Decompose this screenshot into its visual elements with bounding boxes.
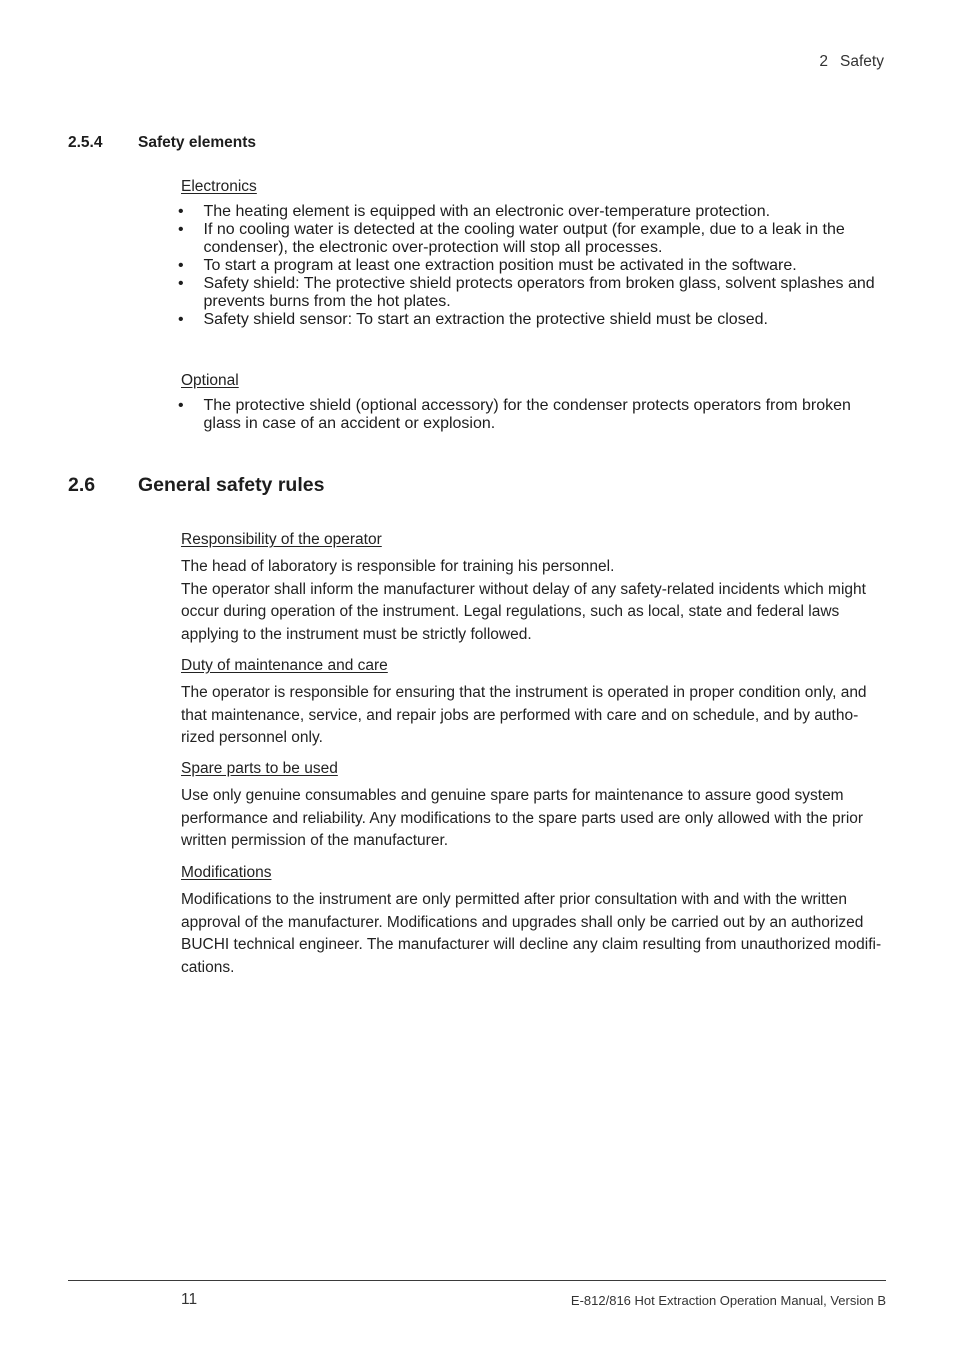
subsection-number: 2.5.4 — [68, 134, 103, 151]
list-item: • The heating element is equipped with an electronic over-temperature protection. — [178, 203, 771, 220]
section-title: General safety rules — [138, 474, 325, 496]
chapter-title: Safety — [840, 53, 884, 70]
page-number: 11 — [181, 1291, 198, 1308]
list-item: • The protective shield (optional accessory) for the condenser protects operators from broken glass in case of an accident or explosion. — [178, 397, 851, 432]
optional-list — [178, 397, 886, 433]
maintenance-body: The operator is responsible for ensuring that the instrument is operated in proper condition only, and that maintenance, service, and repair jobs are performed with care and on schedule, and by autho- rized personnel only. — [181, 684, 867, 746]
responsibility-line-1: The head of laboratory is responsible for training his personnel. — [181, 558, 615, 575]
maintenance-heading: Duty of maintenance and care — [181, 657, 388, 674]
optional-heading: Optional — [181, 372, 239, 389]
document-title: E-812/816 Hot Extraction Operation Manual, Version B — [570, 1293, 886, 1308]
responsibility-line-2: The operator shall inform the manufacturer without delay of any safety-related incidents which might occur during operation of the instrument. Legal regulations, such as local, state and federal laws applying to the instrument must be strictly followed. — [181, 580, 866, 643]
chapter-number: 2 — [819, 53, 829, 70]
spare-parts-heading: Spare parts to be used — [181, 760, 338, 777]
running-header — [819, 53, 884, 71]
electronics-heading: Electronics — [181, 178, 257, 195]
responsibility-heading: Responsibility of the operator — [181, 531, 382, 548]
footer-divider — [68, 1280, 886, 1281]
list-item: • Safety shield sensor: To start an extraction the protective shield must be closed. — [178, 311, 768, 328]
electronics-list — [178, 203, 886, 329]
subsection-title: Safety elements — [138, 134, 257, 151]
modifications-body: Modifications to the instrument are only permitted after prior consultation with and with the written approval of the manufacturer. Modifications and upgrades shall only be carried out by an authorized BUCHI technical engineer. The manufacturer will decline any claim resulting from unauthorized modifi- cations. — [181, 891, 882, 976]
section-number: 2.6 — [68, 474, 96, 496]
modifications-heading: Modifications — [181, 864, 272, 881]
spare-parts-body: Use only genuine consumables and genuine spare parts for maintenance to assure good system performance and reliability. Any modifications to the spare parts used are only allowed with the prior written permission of the manufacturer. — [181, 787, 864, 849]
list-item: • Safety shield: The protective shield protects operators from broken glass, solvent splashes and prevents burns from the hot plates. — [178, 275, 875, 310]
list-item: • To start a program at least one extraction position must be activated in the software. — [178, 257, 797, 274]
list-item: • If no cooling water is detected at the cooling water output (for example, due to a leak in the condenser), the electronic over-protection will stop all processes. — [178, 221, 845, 256]
responsibility-body — [181, 556, 886, 646]
